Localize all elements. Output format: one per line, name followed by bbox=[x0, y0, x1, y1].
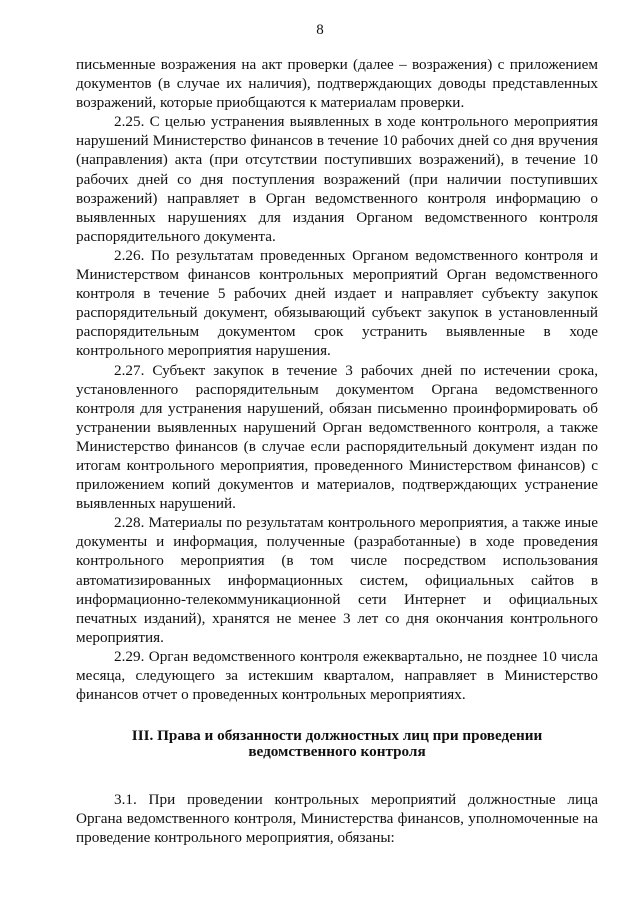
section-title-line-1: III. Права и обязанности должностных лиц при проведении bbox=[131, 727, 543, 745]
paragraph-3-1: 3.1. При проведении контрольных мероприятий должностные лица Органа ведомственного контроля, Министерства финансов, уполномоченные на проведение контрольного мероприятия, обязаны: bbox=[76, 791, 598, 847]
paragraph-2-28: 2.28. Материалы по результатам контрольного мероприятия, а также иные документы и информация, полученные (разработанные) в ходе проведения контрольного мероприятия (в том числе посредством использования автоматизированных информационных систем, официальных сайтов в информационно-телекоммуникационной сети Интернет и официальных печатных изданий), хранятся не менее 3 лет со дня окончания контрольного мероприятия. bbox=[76, 514, 598, 646]
paragraph-continuation: письменные возражения на акт проверки (далее – возражения) с приложением документов (в случае их наличия), подтверждающих доводы представленных возражений, которые приобщаются к материалам проверки. bbox=[76, 56, 598, 112]
page-number: 8 bbox=[316, 22, 324, 38]
paragraph-2-25: 2.25. С целью устранения выявленных в ходе контрольного мероприятия нарушений Министерство финансов в течение 10 рабочих дней со дня вручения (направления) акта (при отсутствии поступивших возражений), в течение 10 рабочих дней со дня поступления возражений (при наличии поступивших возражений) направляет в Орган ведомственного контроля информацию о выявленных нарушениях для издания Органом ведомственного контроля распорядительного документа. bbox=[76, 113, 598, 245]
document-body bbox=[76, 55, 598, 847]
paragraph-2-29: 2.29. Орган ведомственного контроля ежеквартально, не позднее 10 числа месяца, следующего за истекшим кварталом, направляет в Министерство финансов отчет о проведенных контрольных мероприятиях. bbox=[76, 647, 598, 704]
paragraph-2-26: 2.26. По результатам проведенных Органом ведомственного контроля и Министерством финансов контрольных мероприятий Орган ведомственного контроля в течение 5 рабочих дней издает и направляет субъекту закупок распорядительный документ, обязывающий субъект закупок в установленный распорядительным документом срок устранить выявленные в ходе контрольного мероприятия нарушения. bbox=[76, 246, 598, 360]
section-title-line-2: ведомственного контроля bbox=[248, 743, 426, 761]
section-title bbox=[76, 728, 598, 760]
paragraph-2-27: 2.27. Субъект закупок в течение 3 рабочих дней по истечении срока, установленного распорядительным документом Органа ведомственного контроля для устранения нарушений, обязан письменно проинформировать об устранении выявленных нарушений Орган ведомственного контроля, а также Министерство финансов (в случае если распорядительный документ издан по итогам контрольного мероприятия, проведенного Министерством финансов) с приложением копий документов и материалов, подтверждающих устранение выявленных нарушений. bbox=[76, 361, 598, 513]
